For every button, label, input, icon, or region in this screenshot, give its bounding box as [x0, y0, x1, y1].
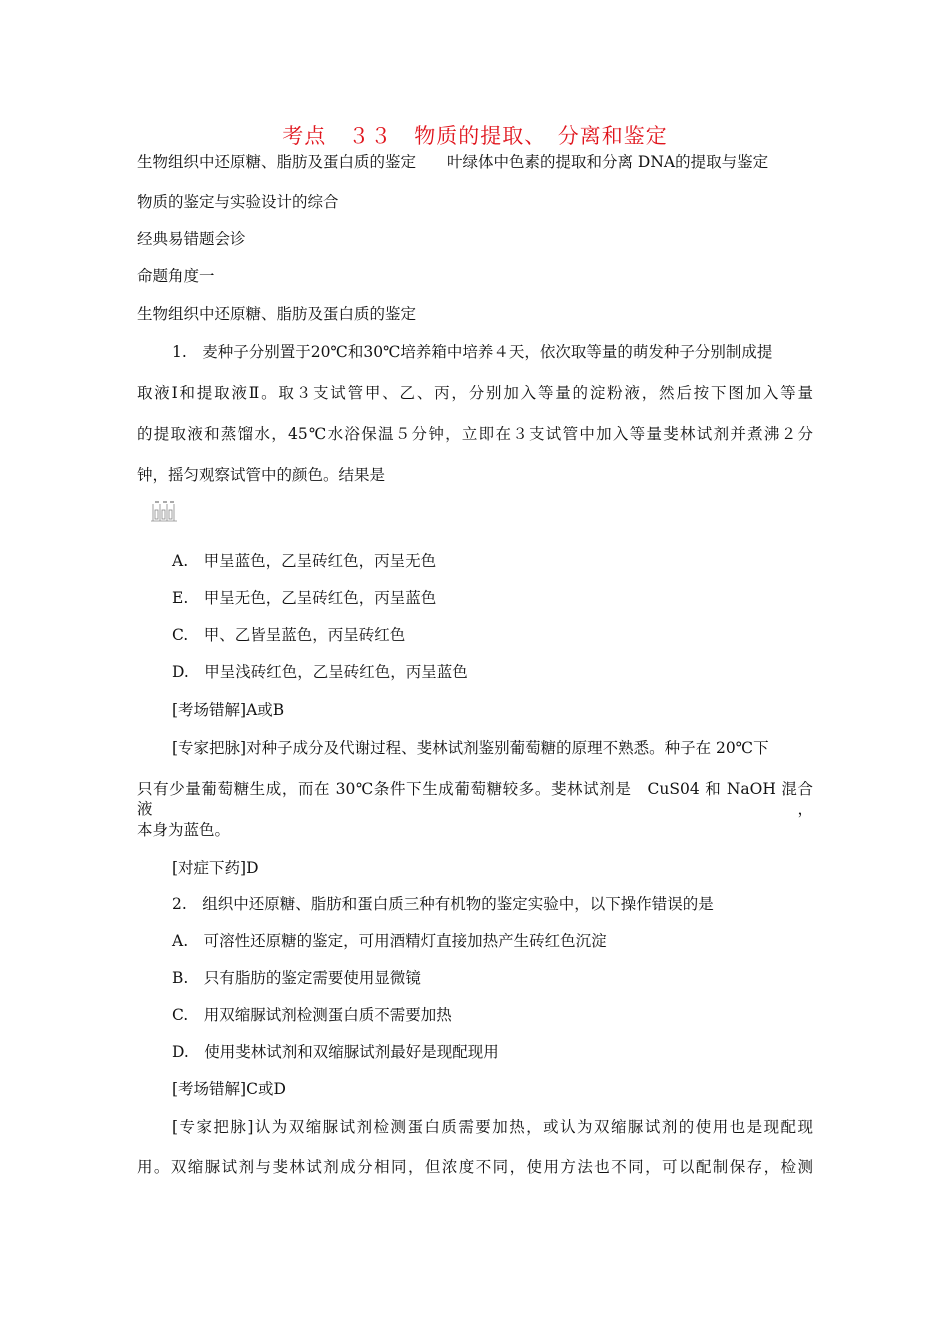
expert-analysis: 只有少量葡萄糖生成，而在 30℃条件下生成葡萄糖较多。斐林试剂是 CuS04 和 NaOH 混合液， [137, 780, 813, 818]
expert-analysis: [专家把脉]认为双缩脲试剂检测蛋白质需要加热，或认为双缩脲试剂的使用也是现配现 [172, 1118, 813, 1136]
subsection-title: 生物组织中还原糖、脂肪及蛋白质的鉴定 [137, 305, 417, 323]
option-c: C. 用双缩脲试剂检测蛋白质不需要加热 [172, 1006, 452, 1024]
expert-analysis: 用。双缩脲试剂与斐林试剂成分相同，但浓度不同，使用方法也不同，可以配制保存，检测 [137, 1158, 813, 1176]
topic-list: 生物组织中还原糖、脂肪及蛋白质的鉴定 叶绿体中色素的提取和分离 DNA的提取与鉴定 [137, 153, 769, 171]
option-d: D. 使用斐林试剂和双缩脲试剂最好是现配现用 [172, 1043, 499, 1061]
wrong-answer: [考场错解]C或D [172, 1080, 286, 1098]
expert-analysis: [专家把脉]对种子成分及代谢过程、斐林试剂鉴别葡萄糖的原理不熟悉。种子在 20℃下 [172, 739, 769, 757]
option-b: B. 只有脂肪的鉴定需要使用显微镜 [172, 969, 421, 987]
correct-answer: [对症下药]D [172, 859, 259, 877]
option-c: C. 甲、乙皆呈蓝色，丙呈砖红色 [172, 626, 406, 644]
question-1-text: 的提取液和蒸馏水，45℃水浴保温５分钟，立即在３支试管中加入等量斐林试剂并煮沸２分 [137, 425, 813, 443]
option-a: A. 甲呈蓝色，乙呈砖红色，丙呈无色 [172, 552, 437, 570]
expert-analysis: 本身为蓝色。 [137, 821, 231, 839]
topic-list-cont: 物质的鉴定与实验设计的综合 [137, 193, 339, 211]
question-1-text: 1. 麦种子分别置于20℃和30℃培养箱中培养４天，依次取等量的萌发种子分别制成提 [172, 343, 773, 361]
question-2-text: 2. 组织中还原糖、脂肪和蛋白质三种有机物的鉴定实验中，以下操作错误的是 [172, 895, 714, 913]
question-1-text: 钟，摇匀观察试管中的颜色。结果是 [137, 466, 386, 484]
wrong-answer: [考场错解]A或B [172, 701, 285, 719]
option-d: D. 甲呈浅砖红色，乙呈砖红色，丙呈蓝色 [172, 663, 468, 681]
subsection-heading: 命题角度一 [137, 267, 215, 285]
question-1-text: 取液Ⅰ和提取液Ⅱ。取３支试管甲、乙、丙，分别加入等量的淀粉液，然后按下图加入等量 [137, 384, 813, 402]
test-tube-figure [151, 500, 177, 524]
page-title: 考点 ３３ 物质的提取、 分离和鉴定 [282, 124, 668, 148]
option-e: E. 甲呈无色，乙呈砖红色，丙呈蓝色 [172, 589, 437, 607]
option-a: A. 可溶性还原糖的鉴定，可用酒精灯直接加热产生砖红色沉淀 [172, 932, 607, 950]
section-heading: 经典易错题会诊 [137, 230, 246, 248]
